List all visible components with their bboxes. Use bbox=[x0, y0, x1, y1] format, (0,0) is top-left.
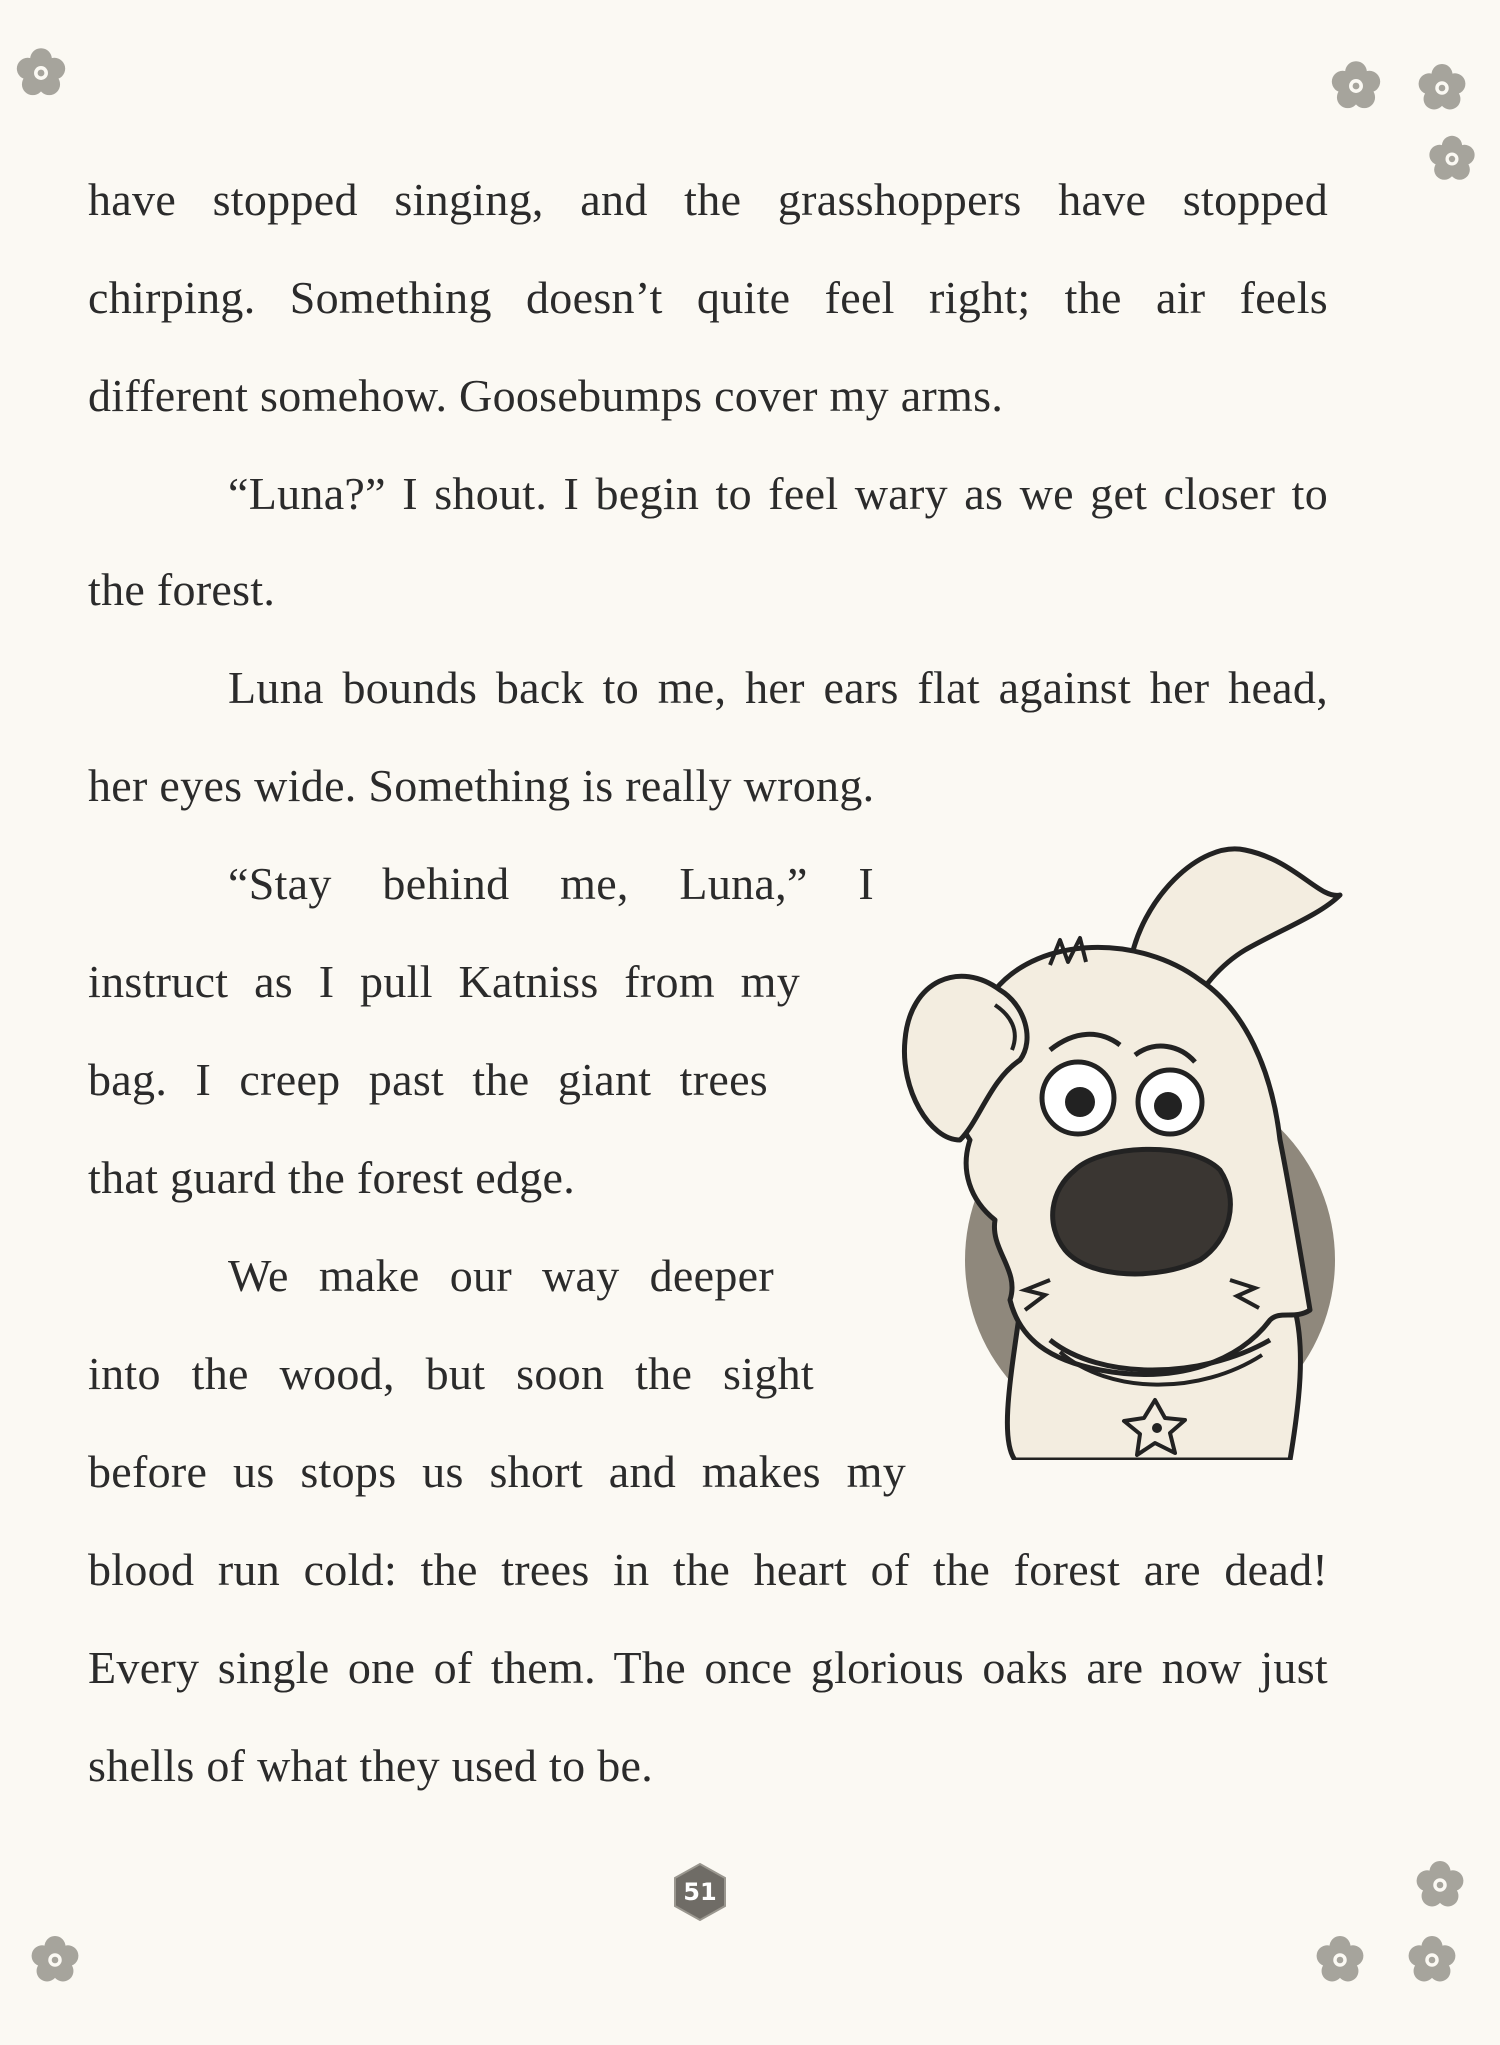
flower-icon bbox=[1310, 1930, 1370, 1990]
flower-icon bbox=[1412, 58, 1472, 118]
text-line: that guard the forest edge. bbox=[88, 1152, 576, 1203]
text-line: into the wood, but soon the sight bbox=[88, 1348, 814, 1399]
text-line: Luna bounds back to me, her ears flat against her head, bbox=[228, 662, 1328, 713]
page-number: 51 bbox=[683, 1878, 717, 1906]
text-line: Every single one of them. The once glorious oaks are now just bbox=[88, 1642, 1328, 1693]
flower-icon bbox=[25, 1930, 85, 1990]
text-line: chirping. Something doesn’t quite feel right; the air feels bbox=[88, 272, 1328, 323]
text-line: “Luna?” I shout. I begin to feel wary as we get closer to bbox=[228, 468, 1328, 519]
frightened-dog-illustration bbox=[900, 840, 1360, 1460]
text-line: blood run cold: the trees in the heart of the forest are dead! bbox=[88, 1544, 1328, 1595]
page-number-badge bbox=[670, 1862, 730, 1922]
flower-icon bbox=[1423, 130, 1481, 188]
text-line: the forest. bbox=[88, 564, 276, 615]
text-line: have stopped singing, and the grasshoppers have stopped bbox=[88, 174, 1328, 225]
flower-icon bbox=[1402, 1930, 1462, 1990]
text-line: shells of what they used to be. bbox=[88, 1740, 654, 1791]
text-line: different somehow. Goosebumps cover my arms. bbox=[88, 370, 1004, 421]
text-line: We make our way deeper bbox=[228, 1250, 774, 1301]
flower-icon bbox=[1325, 55, 1387, 117]
text-line: before us stops us short and makes my bbox=[88, 1446, 906, 1497]
text-line: her eyes wide. Something is really wrong. bbox=[88, 760, 875, 811]
text-line: instruct as I pull Katniss from my bbox=[88, 956, 800, 1007]
flower-icon bbox=[10, 42, 72, 104]
text-line: “Stay behind me, Luna,” I bbox=[228, 858, 874, 909]
text-line: bag. I creep past the giant trees bbox=[88, 1054, 768, 1105]
flower-icon bbox=[1410, 1855, 1470, 1915]
